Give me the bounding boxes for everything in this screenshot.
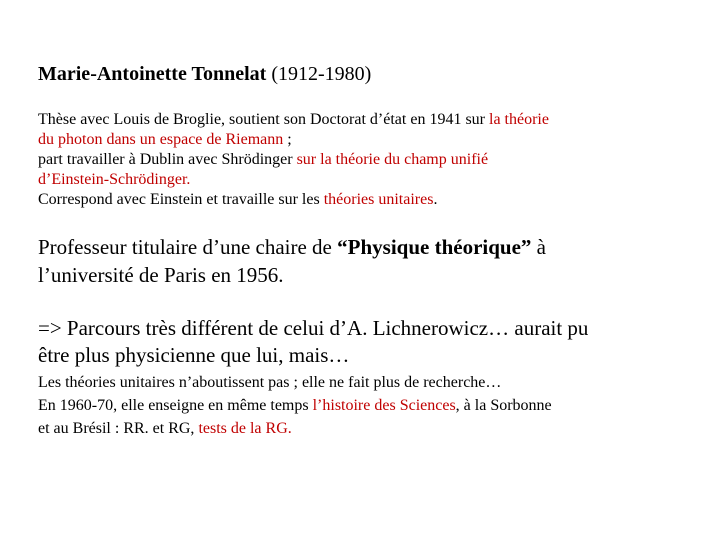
thesis-line-5 <box>38 190 688 210</box>
text-fragment: Correspond avec Einstein et travaille sur les <box>38 191 324 208</box>
text-fragment: Thèse avec Louis de Broglie, soutient son Doctorat d’état en 1941 sur <box>38 111 489 128</box>
comparison-paragraph <box>38 315 688 369</box>
title-name: Marie-Antoinette Tonnelat <box>38 63 267 85</box>
highlight-fragment: d’Einstein-Schrödinger. <box>38 171 191 188</box>
slide-content <box>38 60 688 440</box>
highlight-fragment: théories unitaires <box>323 191 434 208</box>
professor-line-2: l’université de Paris en 1956. <box>38 263 284 287</box>
teaching-paragraph <box>38 371 688 440</box>
teaching-line-3 <box>38 417 688 440</box>
highlight-fragment: sur la théorie du champ unifié <box>296 151 489 168</box>
text-fragment: part travailler à Dublin avec Shrödinger <box>38 151 297 168</box>
thesis-line-3 <box>38 150 688 170</box>
teaching-line-2 <box>38 394 688 417</box>
thesis-paragraph <box>38 110 688 210</box>
text-fragment: Professeur titulaire d’une chaire de <box>38 235 338 259</box>
highlight-fragment: l’histoire des Sciences <box>312 397 456 414</box>
text-fragment: à <box>531 235 546 259</box>
teaching-line-1: Les théories unitaires n’aboutissent pas ; elle ne fait plus de recherche… <box>38 374 502 391</box>
title-years: (1912-1980) <box>271 63 372 85</box>
text-fragment: . <box>433 191 438 208</box>
highlight-fragment: tests de la RG. <box>198 420 292 437</box>
text-fragment: En 1960-70, elle enseigne en même temps <box>38 397 313 414</box>
chair-title: “Physique théorique” <box>337 235 532 259</box>
text-fragment: et au Brésil : RR. et RG, <box>38 420 199 437</box>
highlight-fragment: la théorie <box>489 111 549 128</box>
highlight-fragment: du photon dans un espace de Riemann <box>38 131 284 148</box>
thesis-line-4 <box>38 170 688 190</box>
professor-paragraph <box>38 233 688 289</box>
thesis-line-2 <box>38 130 688 150</box>
slide-title <box>38 60 688 88</box>
text-fragment: , à la Sorbonne <box>455 397 552 414</box>
comparison-line-1: => Parcours très différent de celui d’A. Lichnerowicz… aurait pu <box>38 316 589 340</box>
comparison-line-2: être plus physicienne que lui, mais… <box>38 343 350 367</box>
professor-line-1 <box>38 233 688 261</box>
text-fragment: ; <box>283 131 292 148</box>
thesis-line-1 <box>38 110 688 130</box>
